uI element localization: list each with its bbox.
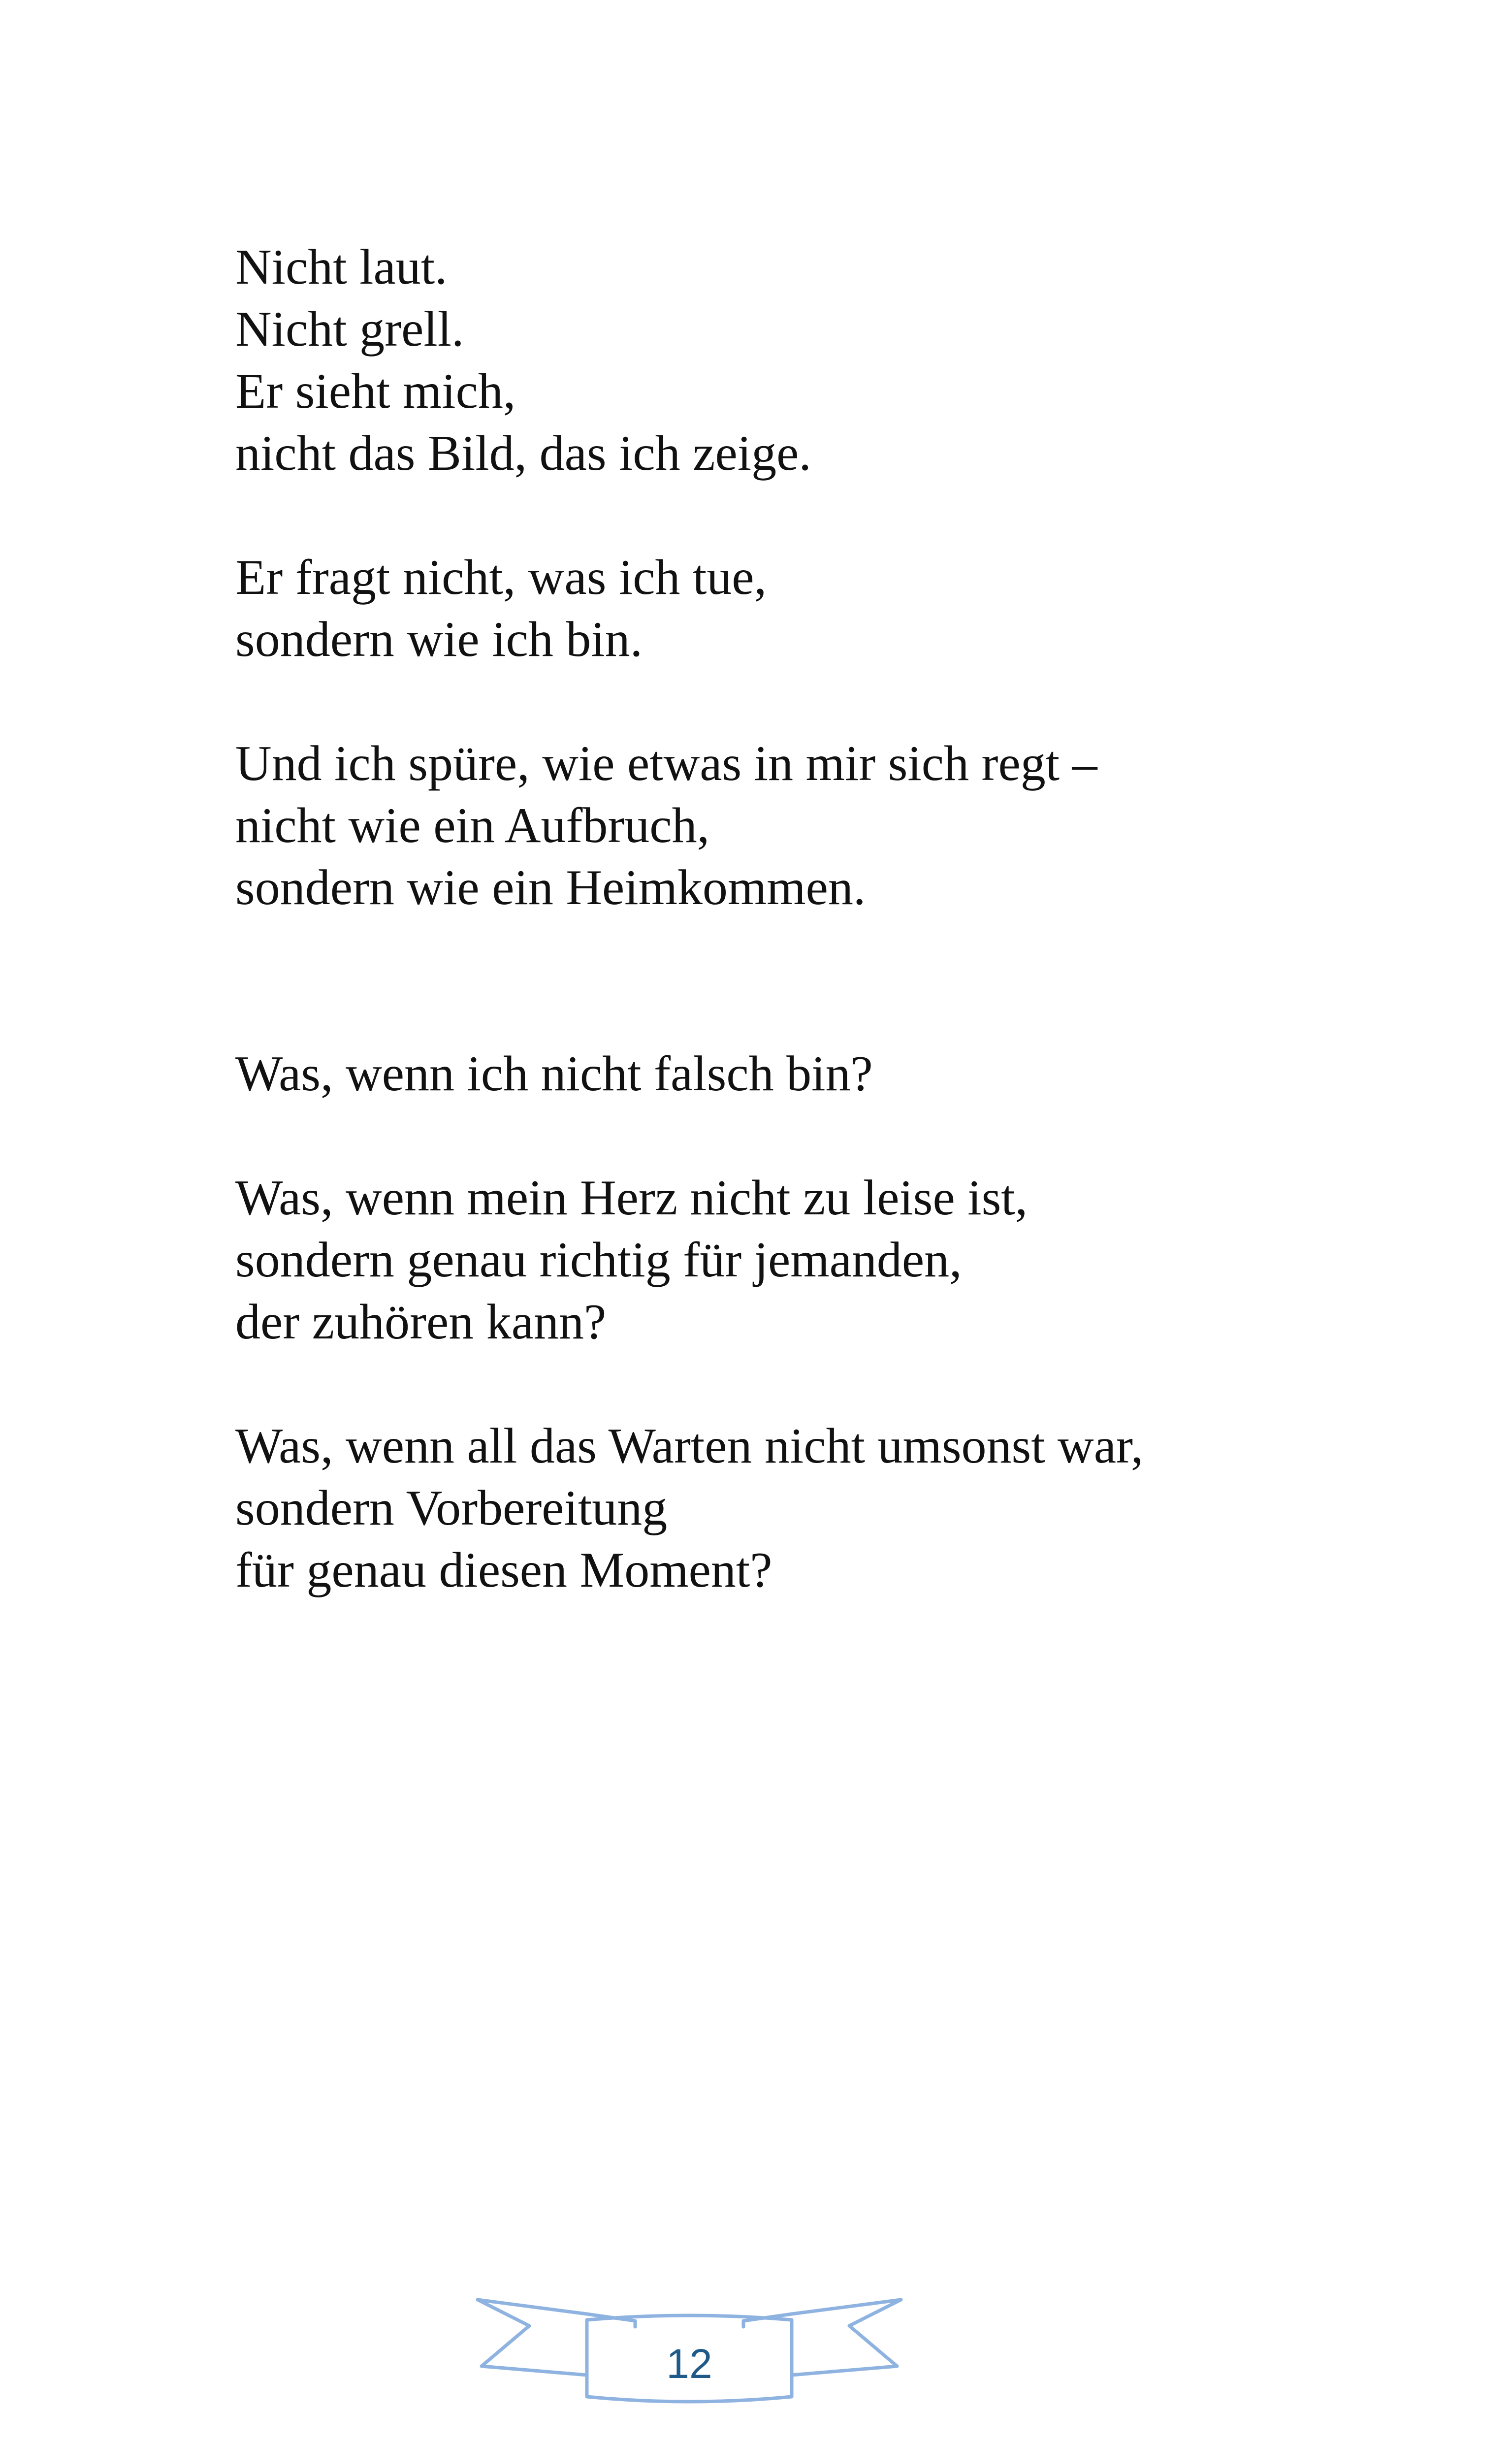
poem-line: Was, wenn ich nicht falsch bin?: [235, 1046, 873, 1102]
stanza: [235, 1043, 1368, 1105]
stanza: [235, 547, 1368, 671]
stanza: [235, 1167, 1368, 1353]
stanza: [235, 733, 1368, 919]
poem-line: sondern wie ein Heimkommen.: [235, 860, 866, 915]
poem-line: Und ich spüre, wie etwas in mir sich regt –: [235, 736, 1097, 791]
poem-line: für genau diesen Moment?: [235, 1542, 772, 1598]
poem-line: Er fragt nicht, was ich tue,: [235, 550, 767, 605]
poem-line: nicht das Bild, das ich zeige.: [235, 425, 811, 481]
poem-line: Was, wenn all das Warten nicht umsonst war,: [235, 1418, 1144, 1474]
poem-text: [235, 236, 1368, 1601]
poem-line: Er sieht mich,: [235, 363, 516, 419]
poem-line: sondern genau richtig für jemanden,: [235, 1232, 962, 1288]
poem-line: sondern Vorbereitung: [235, 1480, 668, 1536]
poem-line: der zuhören kann?: [235, 1294, 607, 1350]
page-number: 12: [666, 2341, 712, 2387]
stanza: [235, 1415, 1368, 1601]
page-number-banner: [473, 2292, 906, 2415]
poem-line: Nicht laut.: [235, 239, 448, 295]
poem-line: Was, wenn mein Herz nicht zu leise ist,: [235, 1170, 1028, 1226]
stanza: [235, 236, 1368, 485]
poem-line: sondern wie ich bin.: [235, 612, 643, 667]
poem-line: Nicht grell.: [235, 301, 464, 357]
poem-line: nicht wie ein Aufbruch,: [235, 798, 710, 853]
